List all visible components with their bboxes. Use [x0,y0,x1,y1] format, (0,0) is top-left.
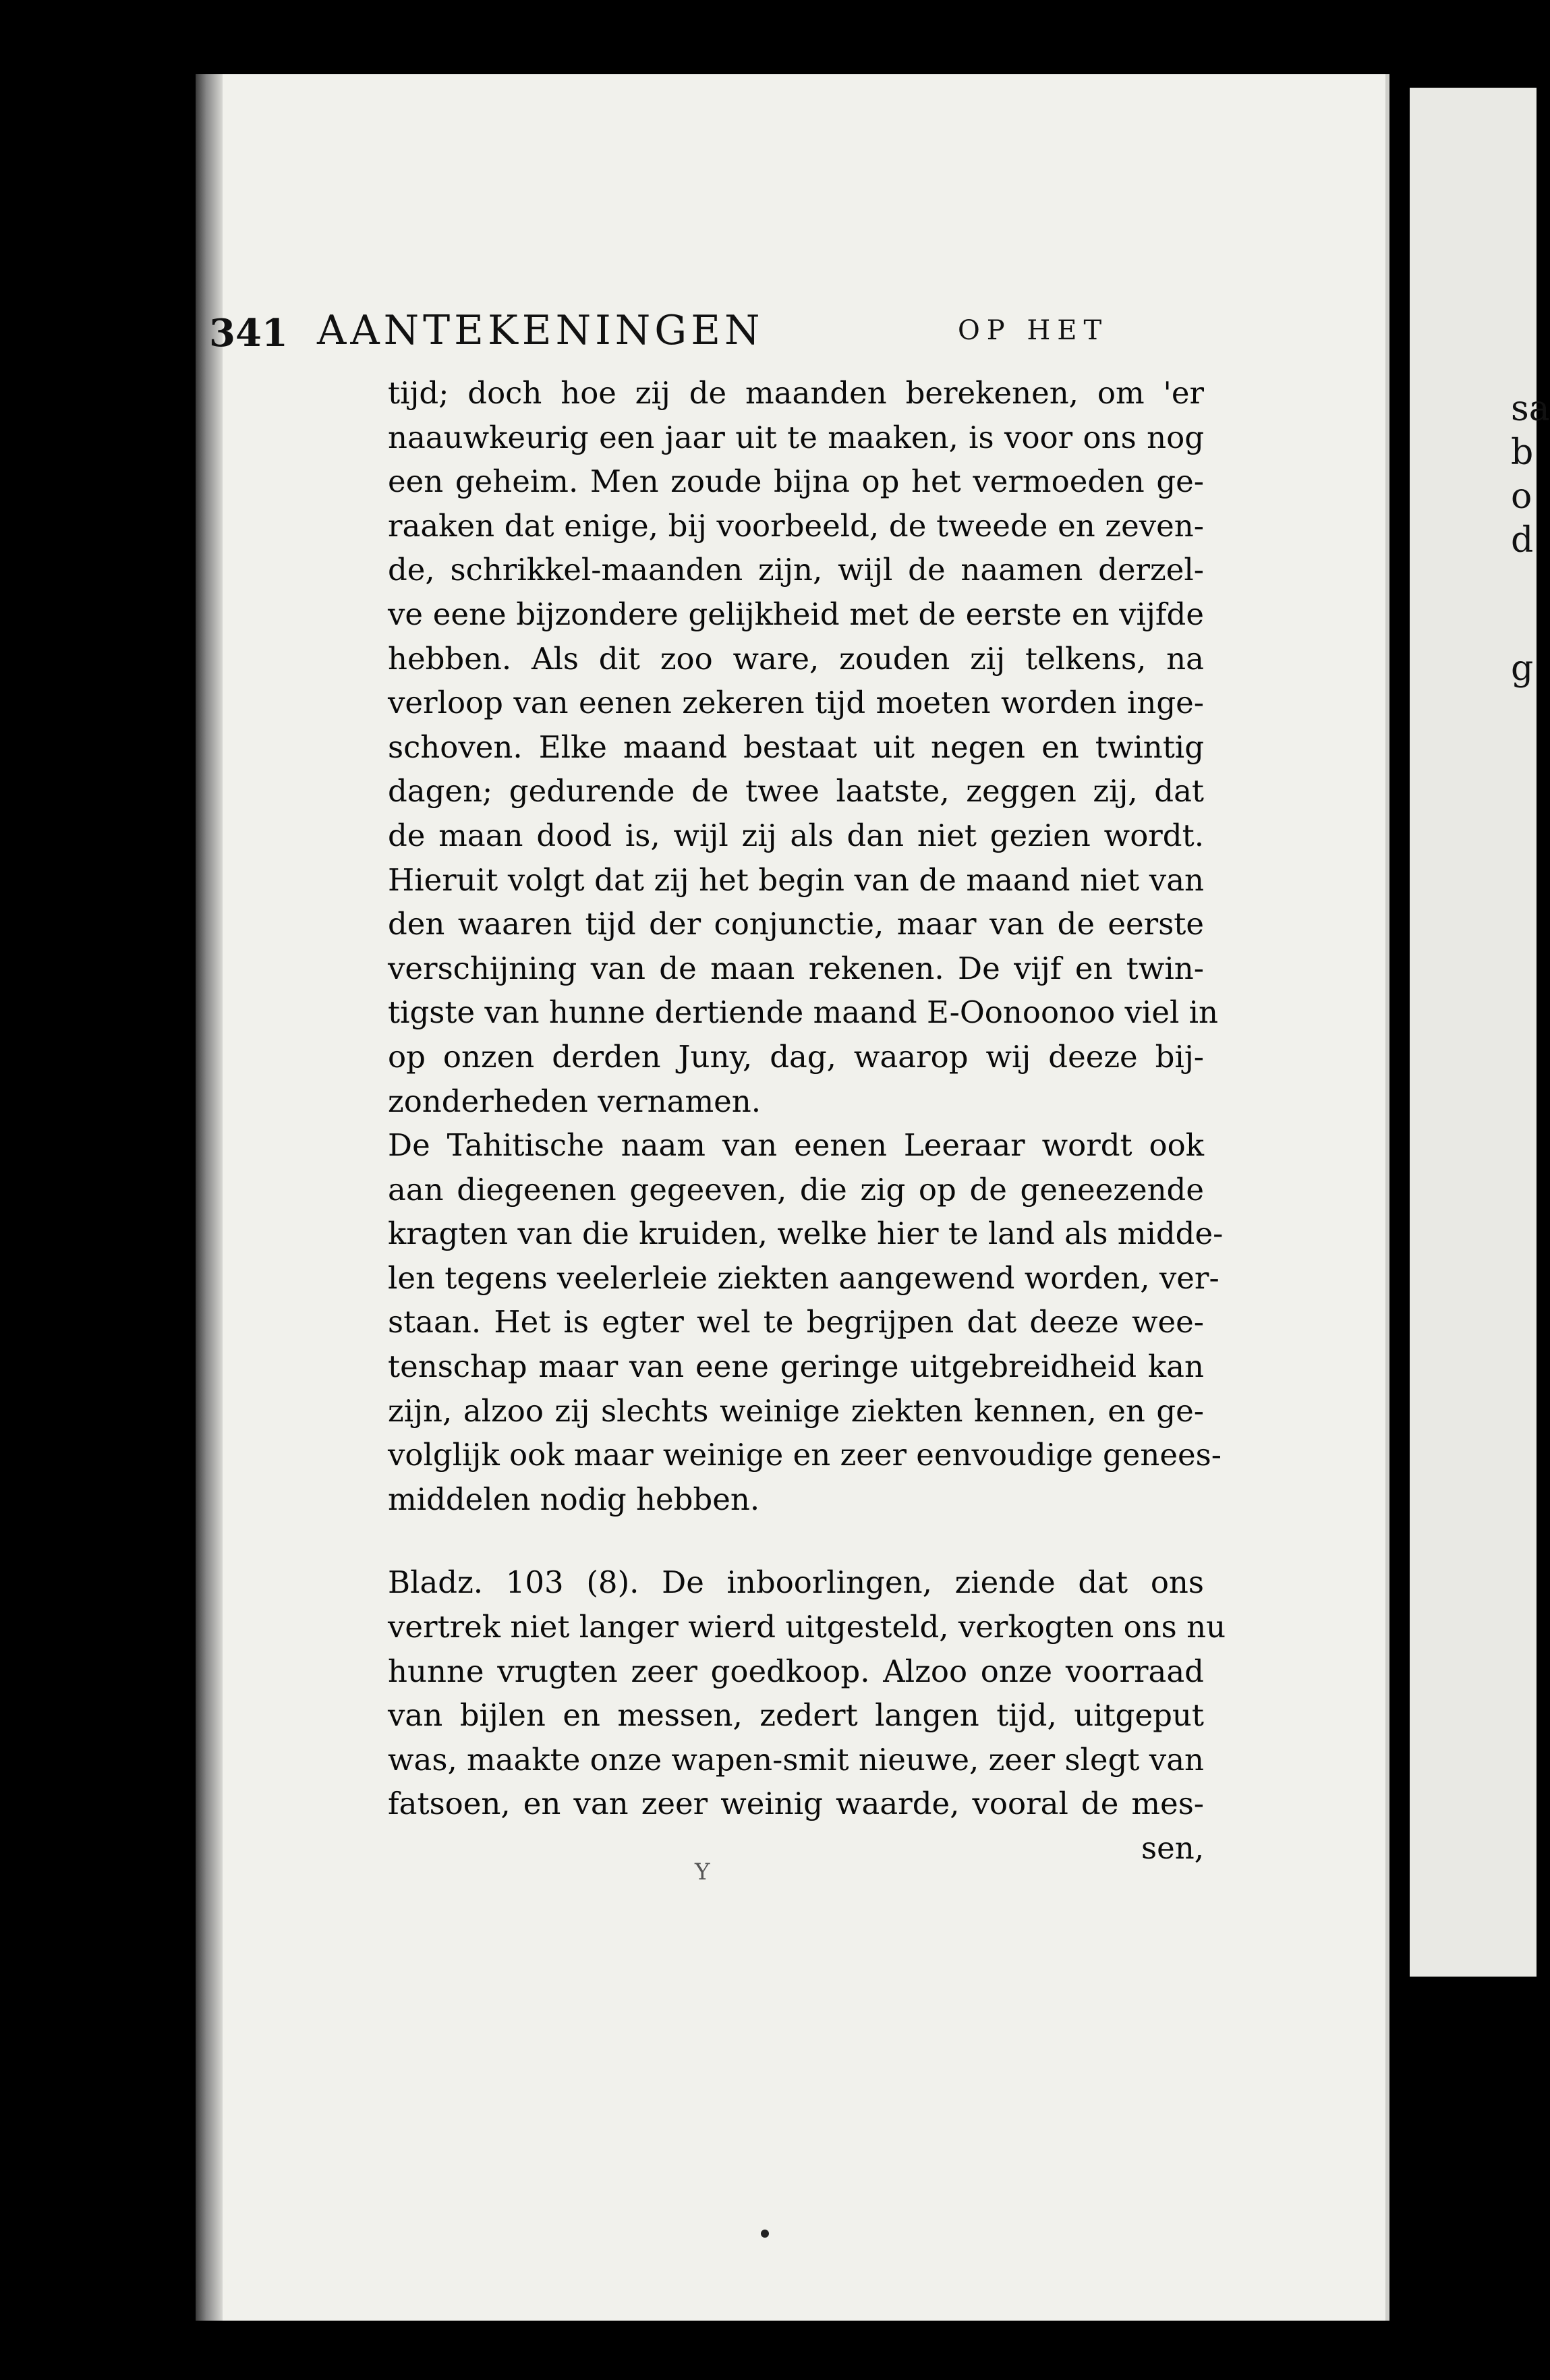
page-binding [196,74,223,2321]
facing-fragment: g [1511,648,1534,689]
facing-fragment: b [1511,432,1534,473]
text-line: dagen; gedurende de twee laatste, zeggen zij, dat [388,773,1204,810]
text-line: tigste van hunne dertiende maand E-Oonoonoo viel in [388,994,1219,1031]
text-line: staan. Het is egter wel te begrijpen dat deeze wee- [388,1304,1204,1340]
text-line: de maan dood is, wijl zij als dan niet gezien wordt. [388,817,1204,853]
text-line: zonderheden vernamen. [388,1083,762,1119]
text-line: middelen nodig hebben. [388,1481,760,1517]
text-line: len tegens veelerleie ziekten aangewend worden, ver- [388,1259,1219,1296]
text-line: De Tahitische naam van eenen Leeraar wordt ook [388,1127,1204,1164]
text-line: kragten van die kruiden, welke hier te land als midde- [388,1216,1224,1252]
text-line: hunne vrugten zeer goedkoop. Alzoo onze voorraad [388,1653,1204,1689]
text-line: fatsoen, en van zeer weinig waarde, vooral de mes- [388,1786,1204,1822]
text-line: was, maakte onze wapen-smit nieuwe, zeer slegt van [388,1741,1204,1778]
facing-fragment: d [1511,520,1534,561]
facing-fragment: sa [1511,389,1550,429]
text-line: Hieruit volgt dat zij het begin van de maand niet van [388,861,1204,898]
text-line: schoven. Elke maand bestaat uit negen en twintig [388,729,1204,765]
paragraph-gap [388,1521,1204,1560]
text-line: raaken dat enige, bij voorbeeld, de tweede en zeven- [388,507,1204,544]
signature-mark: Y [695,1859,710,1886]
facing-page [1410,88,1550,1977]
text-line: hebben. Als dit zoo ware, zouden zij telkens, na [388,640,1204,677]
text-line: verloop van eenen zekeren tijd moeten worden inge- [388,685,1204,721]
text-line: tenschap maar van eene geringe uitgebreidheid kan [388,1349,1204,1385]
text-line: zijn, alzoo zij slechts weinige ziekten kennen, en ge- [388,1392,1204,1429]
text-line: ve eene bijzondere gelijkheid met de eerste en vijfde [388,596,1204,632]
text-line: Bladz. 103 (8). De inboorlingen, ziende dat ons [388,1564,1204,1601]
text-line: naauwkeurig een jaar uit te maaken, is voor ons nog [388,419,1204,455]
text-line: van bijlen en messen, zedert langen tijd, uitgeput [388,1697,1204,1734]
text-line: op onzen derden Juny, dag, waarop wij deeze bij- [388,1038,1204,1075]
body-text [388,371,1226,1871]
page-number: 341 [209,311,288,356]
text-line: den waaren tijd der conjunctie, maar van de eerste [388,906,1204,942]
facing-fragment: o [1511,476,1532,517]
catchword: sen, [1141,1830,1204,1866]
text-line: de, schrikkel-maanden zijn, wijl de naamen derzel- [388,552,1204,588]
header-title-suffix: OP HET [958,315,1109,346]
ink-dot [761,2230,769,2238]
header-title: AANTEKENINGEN [317,307,764,354]
text-line: tijd; doch hoe zij de maanden berekenen, om 'er [388,375,1204,411]
text-line: een geheim. Men zoude bijna op het vermoeden ge- [388,463,1204,500]
text-line: verschijning van de maan rekenen. De vijf en twin- [388,950,1204,986]
text-line: volglijk ook maar weinige en zeer eenvoudige genees- [388,1437,1222,1473]
text-line: aan diegeenen gegeeven, die zig op de geneezende [388,1171,1204,1208]
text-line: vertrek niet langer wierd uitgesteld, verkogten ons nu [388,1609,1226,1645]
